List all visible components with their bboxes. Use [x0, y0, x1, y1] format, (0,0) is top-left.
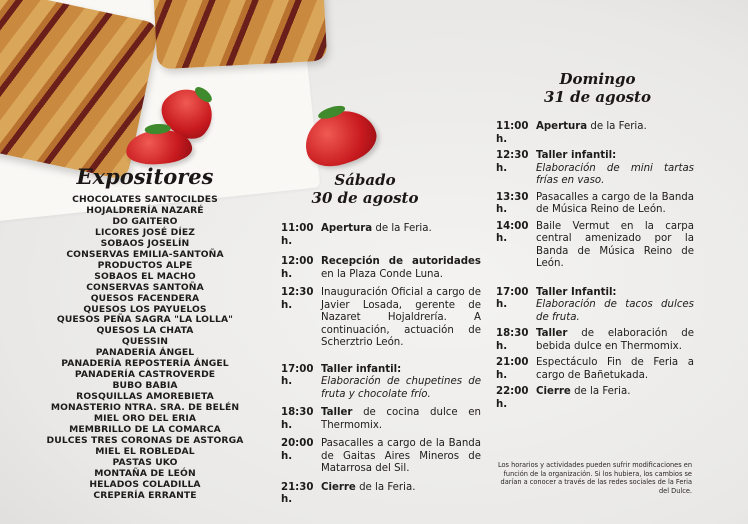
event-description: Inauguración Oficial a cargo de Javier Losada, gerente de Nazaret Hojaldrería. A continuación, actuación de Scherztrio León.	[321, 287, 481, 348]
event-text	[536, 192, 694, 217]
event-time: 12:30 h.	[281, 287, 314, 311]
event-text	[321, 438, 481, 476]
exhibitors-list	[40, 195, 250, 502]
event-time: 18:30 h.	[496, 328, 529, 352]
event-description: de la Feria.	[570, 386, 631, 397]
sunday-schedule	[496, 121, 694, 411]
event-time: 21:00 h.	[496, 357, 529, 381]
exhibitor-item: MEMBRILLO DE LA COMARCA	[69, 424, 221, 436]
event-text	[321, 364, 481, 402]
schedule-event	[281, 223, 481, 248]
exhibitor-item: CREPERÍA ERRANTE	[93, 489, 197, 501]
exhibitor-item: QUESOS LA CHATA	[96, 325, 194, 337]
event-highlight: Taller	[321, 407, 353, 418]
exhibitor-item: DULCES TRES CORONAS DE ASTORGA	[46, 434, 244, 446]
event-highlight: Cierre	[321, 481, 356, 493]
event-time: 21:30 h.	[281, 481, 314, 505]
saturday-day: Sábado	[334, 171, 396, 189]
event-text	[321, 256, 481, 281]
sunday-date: 31 de agosto	[544, 88, 651, 106]
exhibitor-item: HOJALDRERÍA NAZARÉ	[86, 204, 204, 216]
event-description: de la Feria.	[355, 481, 416, 493]
event-time: 22:00 h.	[496, 386, 529, 410]
schedule-event	[496, 357, 694, 382]
exhibitor-item: CONSERVAS EMILIA-SANTOÑA	[66, 248, 224, 260]
event-time: 20:00 h.	[281, 438, 314, 462]
event-description: de cocina dulce en Thermomix.	[321, 407, 481, 431]
event-highlight: Apertura	[536, 121, 588, 132]
exhibitor-item: QUESSIN	[121, 336, 169, 348]
event-description: Espectáculo Fin de Feria a cargo de Bañetukada.	[536, 357, 694, 381]
schedule-event	[281, 407, 481, 432]
event-text	[536, 386, 694, 411]
event-activity: Elaboración de tacos dulces de fruta.	[536, 299, 694, 323]
schedule-event	[496, 287, 694, 325]
exhibitor-item: PANADERÍA CASTROVERDE	[74, 369, 216, 381]
exhibitor-item: CHOCOLATES SANTOCILDES	[72, 194, 218, 205]
event-description: Pasacalles a cargo de la Banda de Gaitas Aires Mineros de Matarrosa del Sil.	[321, 438, 481, 474]
event-highlight: Apertura	[321, 223, 373, 234]
saturday-schedule	[281, 223, 481, 507]
schedule-event	[496, 328, 694, 353]
event-text	[536, 357, 694, 382]
event-time: 12:00 h.	[281, 256, 314, 280]
sunday-day: Domingo	[559, 70, 636, 88]
event-text	[536, 221, 694, 271]
event-time: 17:00 h.	[496, 286, 529, 310]
exhibitor-item: ROSQUILLAS AMOREBIETA	[76, 391, 214, 403]
schedule-event	[496, 150, 694, 188]
schedule-event	[496, 121, 694, 146]
event-highlight: Recepción de autoridades	[321, 256, 481, 267]
exhibitors-title: Expositores	[76, 164, 214, 189]
saturday-date: 30 de agosto	[311, 189, 419, 207]
pastry-image	[153, 0, 327, 69]
event-description: de la Feria.	[587, 121, 647, 132]
exhibitor-item: PASTAS UKO	[112, 456, 178, 468]
exhibitor-item: CONSERVAS SANTOÑA	[86, 281, 204, 293]
schedule-event	[281, 482, 481, 507]
event-highlight: Taller infantil:	[321, 363, 402, 375]
disclaimer-note: Los horarios y actividades pueden sufrir modificaciones en función de la organización. Si los hubiera, los cambios se darían a conocer a través de las redes sociales de la Feria del Dulce.	[497, 461, 692, 495]
event-highlight: Cierre	[536, 386, 571, 397]
sunday-title	[520, 70, 675, 106]
event-description: de elaboración de bebida dulce en Thermomix.	[536, 328, 694, 352]
event-text	[536, 121, 694, 146]
exhibitor-item: MIEL ORO DEL ERIA	[93, 413, 197, 425]
exhibitor-item: MIEL EL ROBLEDAL	[95, 445, 195, 457]
exhibitor-item: BUBO BABIA	[112, 380, 178, 392]
event-time: 13:30 h.	[496, 191, 529, 215]
event-highlight: Taller infantil:	[536, 150, 617, 161]
exhibitor-item: SOBAOS JOSELÍN	[100, 237, 190, 249]
exhibitor-item: QUESOS FACENDERA	[90, 292, 200, 304]
event-description: Baile Vermut en la carpa central amenizado por la Banda de Música Reino de León.	[536, 220, 694, 269]
exhibitor-item: PRODUCTOS ALPE	[97, 259, 193, 271]
event-text	[321, 287, 481, 350]
event-text	[536, 150, 694, 188]
event-text	[536, 287, 694, 325]
exhibitor-item: PANADERÍA REPOSTERÍA ÁNGEL	[61, 358, 229, 370]
event-description: en la Plaza Conde Luna.	[321, 268, 443, 280]
event-time: 11:00 h.	[496, 121, 529, 145]
event-activity: Elaboración de chupetines de fruta y chocolate frío.	[321, 376, 481, 400]
saturday-title	[300, 171, 430, 207]
exhibitor-item: DO GAITERO	[112, 215, 178, 227]
event-time: 17:00 h.	[281, 363, 314, 387]
event-description: de la Feria.	[372, 223, 432, 234]
exhibitor-item: MONASTERIO NTRA. SRA. DE BELÉN	[50, 402, 240, 414]
schedule-event	[281, 364, 481, 402]
exhibitor-item: SOBAOS EL MACHO	[94, 270, 196, 282]
event-text	[321, 482, 481, 507]
exhibitor-item: QUESOS LOS PAYUELOS	[83, 303, 207, 315]
schedule-event	[281, 438, 481, 476]
event-time: 11:00 h.	[281, 223, 314, 247]
schedule-event	[281, 287, 481, 350]
exhibitor-item: QUESOS PEÑA SAGRA "LA LOLLA"	[56, 314, 234, 326]
schedule-event	[496, 192, 694, 217]
exhibitor-item: HELADOS COLADILLA	[89, 478, 201, 490]
event-activity: Elaboración de mini tartas frías en vaso.	[536, 162, 694, 186]
schedule-event	[281, 256, 481, 281]
event-time: 12:30 h.	[496, 150, 529, 174]
event-text	[536, 328, 694, 353]
exhibitor-item: LICORES JOSÉ DÍEZ	[95, 226, 195, 238]
event-time: 14:00 h.	[496, 220, 529, 244]
schedule-event	[496, 386, 694, 411]
schedule-event	[496, 221, 694, 271]
exhibitor-item: MONTAÑA DE LEÓN	[94, 467, 196, 479]
event-time: 18:30 h.	[281, 407, 314, 431]
exhibitor-item: PANADERÍA ÁNGEL	[95, 347, 195, 359]
event-text	[321, 407, 481, 432]
event-highlight: Taller Infantil:	[536, 286, 617, 298]
event-text	[321, 223, 481, 248]
event-description: Pasacalles a cargo de la Banda de Música Reino de León.	[536, 191, 694, 215]
event-highlight: Taller	[536, 328, 568, 339]
